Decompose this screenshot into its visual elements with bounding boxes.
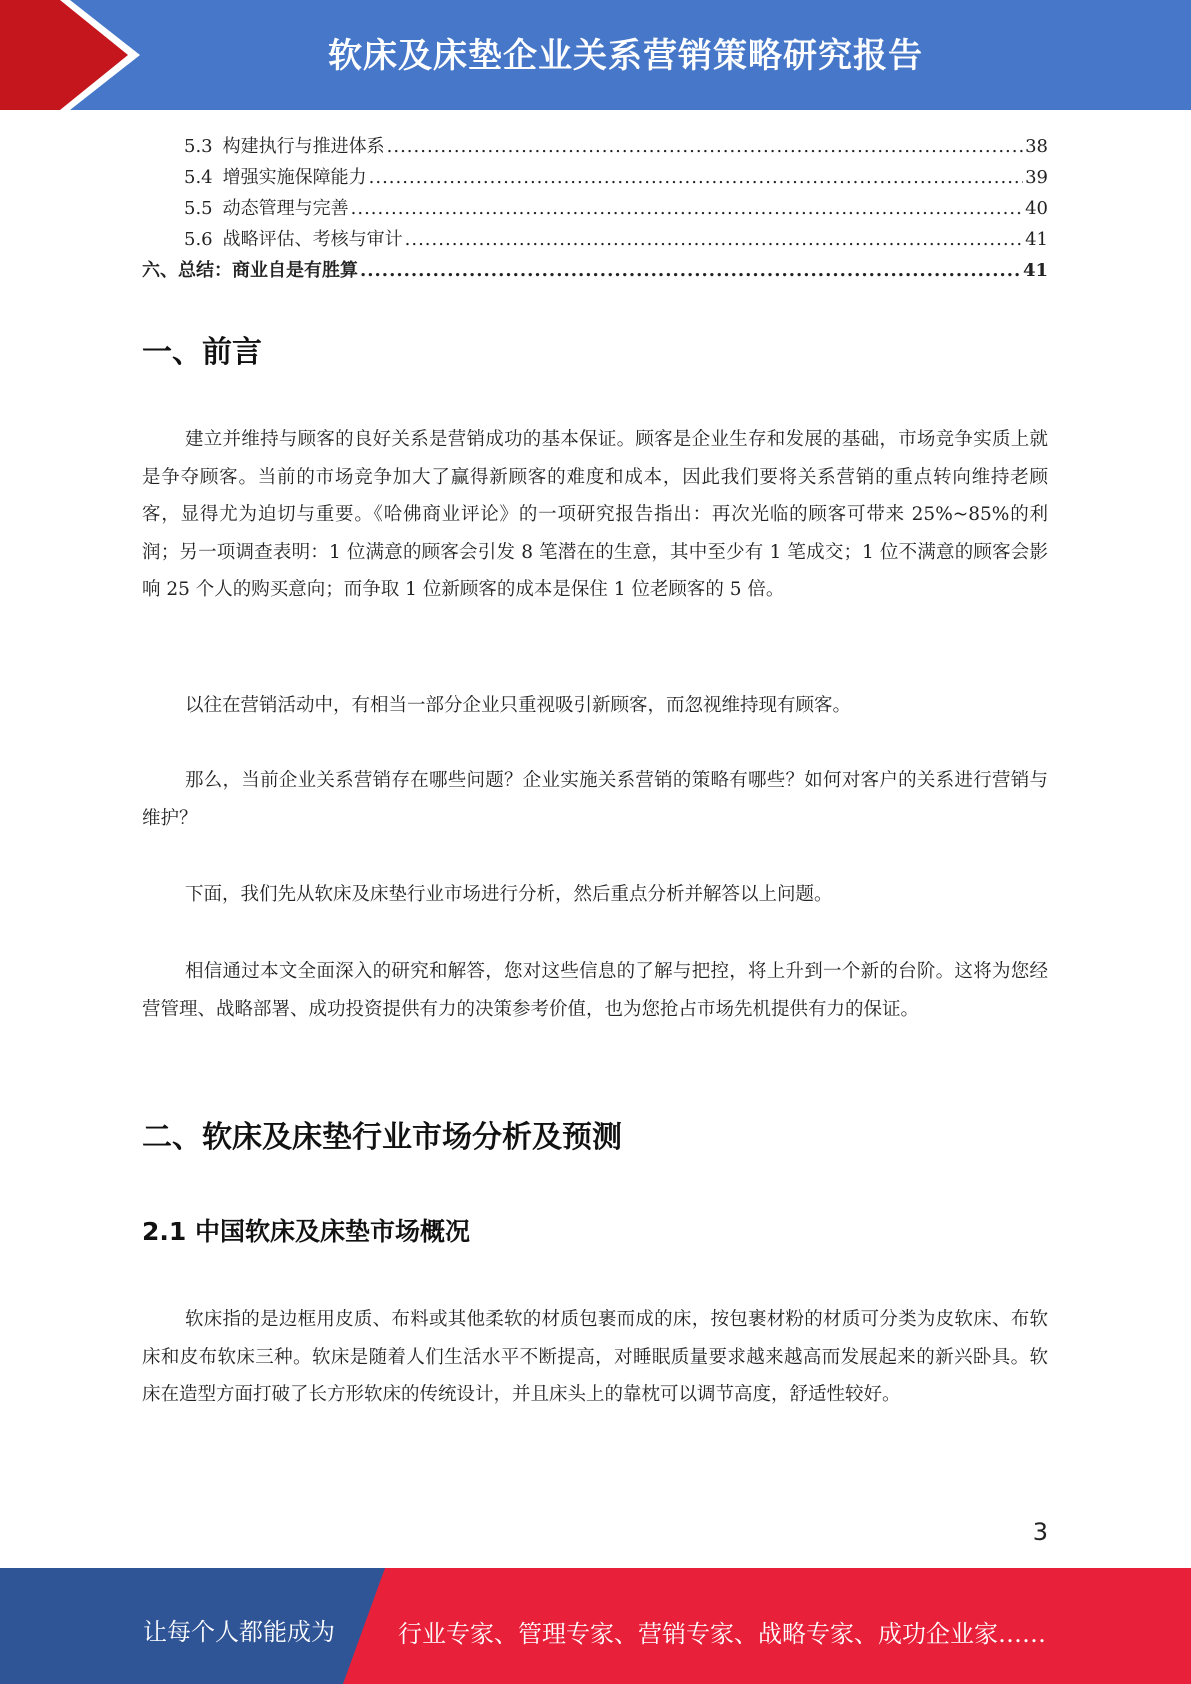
toc-item-page: 40	[1025, 198, 1048, 219]
toc-item-page: 41	[1022, 260, 1048, 281]
page-footer	[0, 1568, 1191, 1684]
toc-item-number: 5.4	[184, 167, 213, 188]
body-paragraph: 那么，当前企业关系营销存在哪些问题？企业实施关系营销的策略有哪些？如何对客户的关系进行营销与维护？	[142, 770, 1048, 829]
toc-item-label: 增强实施保障能力	[222, 167, 367, 188]
toc-leader-dots	[360, 260, 1021, 281]
toc-item-number: 5.5	[184, 198, 213, 219]
body-paragraph: 相信通过本文全面深入的研究和解答，您对这些信息的了解与把控，将上升到一个新的台阶。这将为您经营管理、战略部署、成功投资提供有力的决策参考价值，也为您抢占市场先机提供有力的保证。	[142, 961, 1048, 1020]
body-paragraph: 以往在营销活动中，有相当一部分企业只重视吸引新顾客，而忽视维持现有顾客。	[185, 695, 852, 716]
toc-item-label: 构建执行与推进体系	[222, 136, 385, 157]
section-heading-intro: 一、前言	[142, 335, 262, 370]
body-paragraph: 下面，我们先从软床及床垫行业市场进行分析，然后重点分析并解答以上问题。	[185, 884, 833, 905]
page-number: 3	[1032, 1518, 1048, 1546]
toc-item[interactable]	[142, 132, 1048, 163]
toc-item-label: 六、总结：商业自是有胜算	[142, 260, 358, 281]
toc-leader-dots	[387, 136, 1023, 157]
toc-item[interactable]	[142, 163, 1048, 194]
body-paragraph: 建立并维持与顾客的良好关系是营销成功的基本保证。顾客是企业生存和发展的基础，市场竞争实质上就是争夺顾客。当前的市场竞争加大了赢得新顾客的难度和成本，因此我们要将关系营销的重点转向维持老顾客，显得尤为迫切与重要。《哈佛商业评论》的一项研究报告指出：再次光临的顾客可带来 25%~85%的利润；另一项调查表明：1 位满意的顾客会引发 8 笔潜在的生意，其中至少有 1 笔成交；1 位不满意的顾客会影响 25 个人的购买意向；而争取 1 位新顾客的成本是保住 1 位老顾客的 5 倍。	[142, 429, 1048, 600]
footer-slogan-left: 让每个人都能成为	[143, 1618, 335, 1646]
footer-slogan-right: 行业专家、管理专家、营销专家、战略专家、成功企业家……	[398, 1620, 1046, 1648]
toc-item-chapter[interactable]	[142, 256, 1048, 287]
toc-leader-dots	[405, 229, 1023, 250]
toc-item[interactable]	[142, 225, 1048, 256]
toc-item-label: 动态管理与完善	[222, 198, 349, 219]
toc-item-number: 5.3	[184, 136, 213, 157]
toc-leader-dots	[369, 167, 1023, 188]
toc-item[interactable]	[142, 194, 1048, 225]
toc-item-page: 38	[1025, 136, 1048, 157]
toc-item-page: 41	[1025, 229, 1048, 250]
subsection-heading: 2.1 中国软床及床垫市场概况	[142, 1217, 470, 1246]
section-heading-market: 二、软床及床垫行业市场分析及预测	[142, 1120, 622, 1155]
toc-item-page: 39	[1025, 167, 1048, 188]
body-paragraph: 软床指的是边框用皮质、布料或其他柔软的材质包裹而成的床，按包裹材粉的材质可分类为皮软床、布软床和皮布软床三种。软床是随着人们生活水平不断提高，对睡眠质量要求越来越高而发展起来的新兴卧具。软床在造型方面打破了长方形软床的传统设计，并且床头上的靠枕可以调节高度，舒适性较好。	[142, 1309, 1048, 1405]
toc-leader-dots	[351, 198, 1023, 219]
toc-item-label: 战略评估、考核与审计	[222, 229, 403, 250]
table-of-contents	[142, 132, 1048, 287]
document-title: 软床及床垫企业关系营销策略研究报告	[328, 36, 923, 76]
page-header	[0, 0, 1191, 110]
toc-item-number: 5.6	[184, 229, 213, 250]
